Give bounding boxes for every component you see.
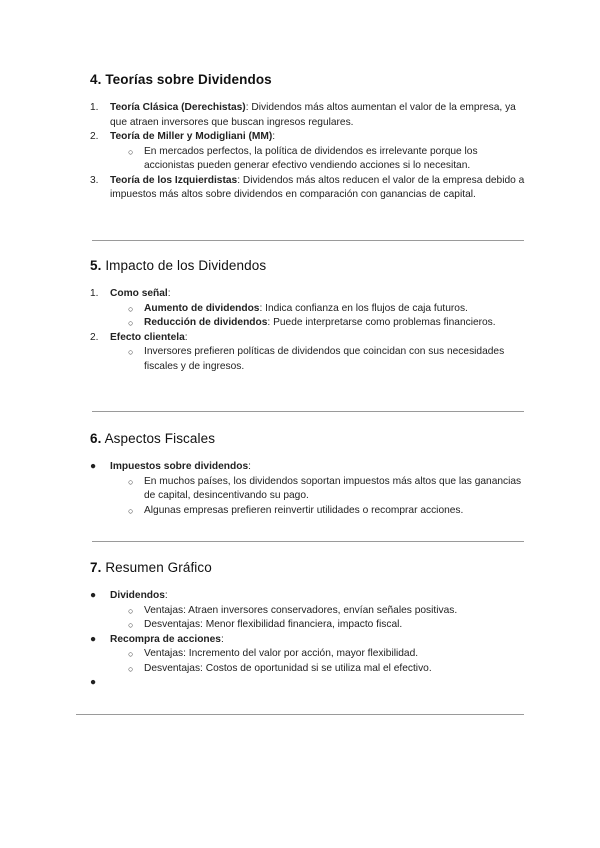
list-item (90, 101, 530, 130)
list-marker: ● (90, 461, 97, 472)
item-title: Teoría de los Izquierdistas (110, 174, 238, 186)
item-text: : (220, 633, 224, 645)
sub-marker: ○ (128, 663, 134, 674)
list-marker: 3. (90, 174, 99, 186)
sub-marker: ○ (128, 318, 134, 328)
section-heading: 6. Aspectos Fiscales (90, 431, 216, 446)
numbered-list (90, 101, 530, 203)
list-item (90, 589, 530, 633)
sub-list-item (90, 145, 530, 174)
sub-list-item (90, 618, 530, 633)
sub-marker: ○ (128, 505, 134, 516)
list-item (90, 460, 530, 518)
sub-item-text: Desventajas: Menor flexibilidad financiera, impacto fiscal. (144, 619, 403, 630)
item-title: Recompra de acciones (110, 633, 221, 645)
item-text: : (272, 131, 276, 142)
section-fiscales (90, 431, 530, 518)
horizontal-rule (92, 541, 524, 542)
sub-marker: ○ (128, 620, 134, 630)
list-item (90, 633, 530, 677)
item-title: Como señal (110, 288, 168, 299)
item-title: Teoría de Miller y Modigliani (MM) (110, 131, 273, 142)
item-text: : (248, 461, 251, 472)
item-text: : (184, 331, 188, 343)
item-title: Impuestos sobre dividendos (110, 461, 249, 472)
list-marker: ● (90, 677, 97, 688)
sub-item-text: En mercados perfectos, la política de dividendos es irrelevante porque los accionistas pueden generar efectivo vendiendo acciones si lo necesitan. (144, 145, 478, 171)
sub-item-text: : Puede interpretarse como problemas financieros. (267, 317, 496, 328)
list-item (90, 174, 530, 203)
sub-list-item (90, 475, 530, 504)
sub-list-item (90, 604, 530, 619)
list-item (90, 130, 530, 174)
sub-list-item (90, 302, 530, 317)
list-marker: ● (90, 590, 97, 601)
sub-item-text: Ventajas: Atraen inversores conservadores, envían señales positivas. (144, 604, 458, 616)
sub-marker: ○ (128, 303, 134, 314)
item-text: : Dividendos más altos aumentan el valor de la empresa, ya que atraen inversores que buscan ingresos regulares. (110, 102, 516, 128)
sub-list-item (90, 504, 530, 519)
sub-item-title: Aumento de dividendos (144, 302, 260, 314)
sub-marker: ○ (128, 605, 134, 616)
list-item (90, 676, 530, 691)
horizontal-rule (76, 714, 524, 715)
sub-marker: ○ (128, 649, 134, 659)
sub-marker: ○ (128, 347, 134, 357)
numbered-list (90, 287, 530, 374)
bullet-list (90, 589, 530, 691)
sub-item-text: Algunas empresas prefieren reinvertir utilidades o recomprar acciones. (144, 504, 464, 516)
list-marker: 2. (90, 331, 99, 343)
item-text: : Dividendos más altos reducen el valor de la empresa debido a impuestos más altos sobre dividendos en comparación con ganancias de capital. (110, 174, 525, 200)
section-teorias (90, 72, 530, 203)
section-heading: 4. Teorías sobre Dividendos (90, 72, 272, 87)
sub-item-text: En muchos países, los dividendos soportan impuestos más altos que las ganancias de capital, desincentivando su pago. (144, 475, 522, 501)
list-item (90, 331, 530, 375)
sub-list-item (90, 662, 530, 677)
bullet-list (90, 460, 530, 518)
sub-item-text: : Indica confianza en los flujos de caja futuros. (259, 302, 468, 314)
item-text: : (167, 288, 171, 299)
list-marker: 1. (90, 288, 99, 299)
sub-list-item (90, 316, 530, 331)
item-text: : (164, 590, 168, 601)
sub-list-item (90, 345, 530, 374)
list-marker: 1. (90, 102, 99, 113)
section-heading: 7. Resumen Gráfico (90, 560, 212, 575)
sub-item-text: Ventajas: Incremento del valor por acción, mayor flexibilidad. (144, 648, 419, 659)
sub-item-text: Inversores prefieren políticas de dividendos que coincidan con sus necesidades fiscales y de ingresos. (144, 346, 505, 372)
item-title: Dividendos (110, 590, 165, 601)
section-heading: 5. Impacto de los Dividendos (90, 258, 267, 273)
horizontal-rule (92, 240, 524, 241)
sub-item-text: Desventajas: Costos de oportunidad si se utiliza mal el efectivo. (144, 662, 432, 674)
horizontal-rule (92, 411, 524, 412)
list-marker: 2. (90, 131, 99, 142)
item-title: Teoría Clásica (Derechistas) (110, 102, 246, 113)
sub-list-item (90, 647, 530, 662)
sub-item-title: Reducción de dividendos (144, 317, 268, 328)
list-marker: ● (90, 633, 97, 645)
section-resumen (90, 560, 530, 691)
sub-marker: ○ (128, 476, 134, 487)
list-item (90, 287, 530, 331)
section-impacto (90, 258, 530, 374)
sub-marker: ○ (128, 146, 134, 157)
item-title: Efecto clientela (110, 331, 185, 343)
